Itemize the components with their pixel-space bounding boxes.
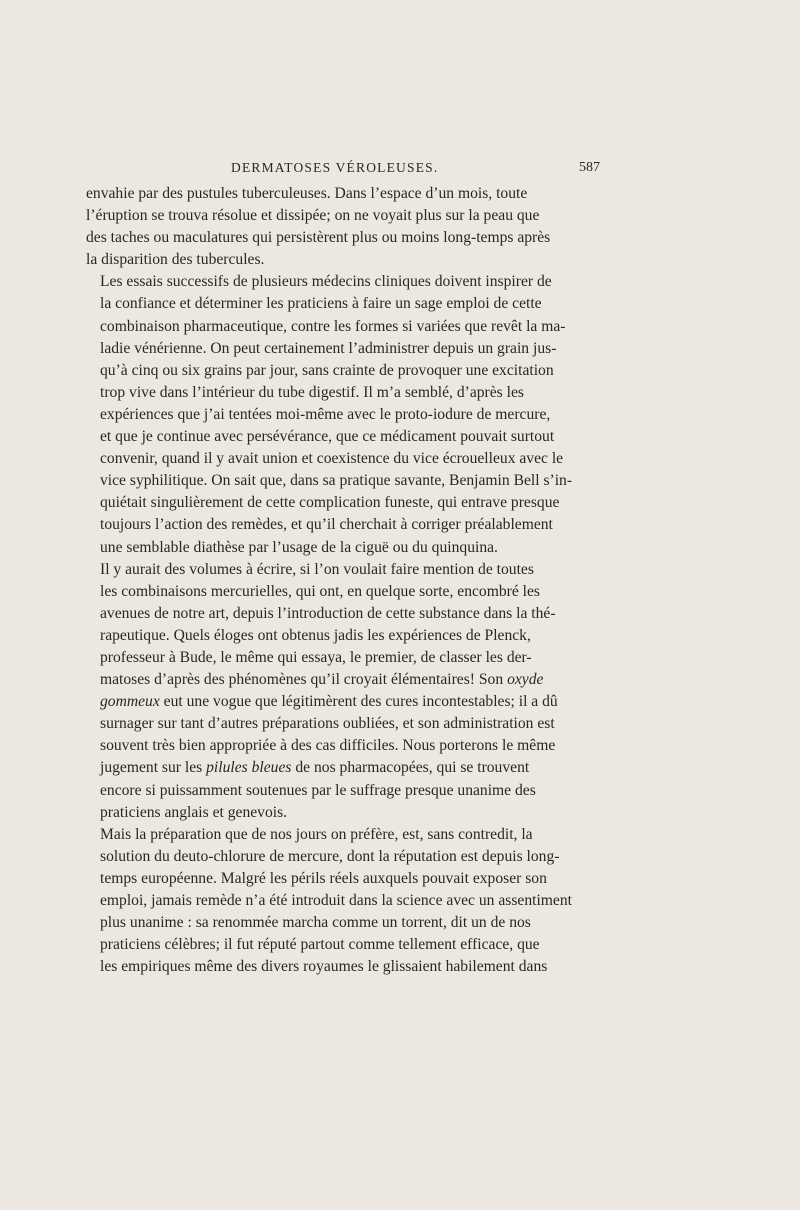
text-line: solution du deuto-chlorure de mercure, dont la réputation est depuis long- — [100, 847, 560, 865]
text-line: emploi, jamais remède n’a été introduit dans la science avec un assentiment — [100, 892, 572, 909]
italic-oxyde: oxyde — [507, 671, 544, 689]
italic-gommeux: gommeux — [100, 693, 160, 711]
text-line: Mais la préparation que de nos jours on préfère, est, sans contredit, la — [100, 825, 533, 843]
text-line: ladie vénérienne. On peut certainement l’administrer depuis un grain jus- — [100, 339, 557, 357]
text-line: professeur à Bude, le même qui essaya, le premier, de classer les der- — [100, 648, 532, 666]
text-line — [86, 691, 600, 713]
text-line: encore si puissamment soutenues par le suffrage presque unanime des — [100, 781, 536, 799]
page-body — [86, 183, 600, 978]
text-line — [86, 669, 600, 691]
text-line: quiétait singulièrement de cette complication funeste, qui entrave presque — [100, 494, 560, 512]
paragraph-2 — [86, 271, 600, 558]
text-line: la disparition des tubercules. — [86, 251, 265, 269]
text-line: envahie par des pustules tuberculeuses. Dans l’espace d’un mois, toute — [86, 185, 528, 202]
text-line: toujours l’action des remèdes, et qu’il cherchait à corriger préalablement — [100, 516, 553, 534]
text-line: surnager sur tant d’autres préparations oubliées, et son administration est — [100, 715, 555, 733]
text-line: Les essais successifs de plusieurs médecins cliniques doivent inspirer de — [100, 273, 552, 291]
text-line: les combinaisons mercurielles, qui ont, en quelque sorte, encombré les — [100, 582, 540, 600]
italic-pilules-bleues: pilules bleues — [206, 759, 292, 777]
text-line: qu’à cinq ou six grains par jour, sans crainte de provoquer une excitation — [100, 361, 554, 379]
text-line: praticiens anglais et genevois. — [100, 803, 288, 821]
text-segment: jugement sur les — [100, 759, 203, 777]
text-line: rapeutique. Quels éloges ont obtenus jadis les expériences de Plenck, — [100, 626, 531, 644]
text-line: souvent très bien appropriée à des cas difficiles. Nous porterons le même — [100, 737, 556, 755]
text-line: praticiens célèbres; il fut réputé partout comme tellement efficace, que — [100, 936, 540, 954]
text-line: une semblable diathèse par l’usage de la ciguë ou du quinquina. — [100, 538, 498, 556]
paragraph-3 — [86, 559, 600, 824]
text-line — [86, 757, 600, 779]
page-header — [86, 160, 600, 182]
text-line: convenir, quand il y avait union et coexistence du vice écrouelleux avec le — [100, 450, 564, 468]
text-line: la confiance et déterminer les praticiens à faire un sage emploi de cette — [100, 295, 542, 313]
text-line: expériences que j’ai tentées moi-même avec le proto-iodure de mercure, — [100, 405, 551, 423]
text-line: combinaison pharmaceutique, contre les formes si variées que revêt la ma- — [100, 317, 566, 335]
text-line: temps européenne. Malgré les périls réels auxquels pouvait exposer son — [100, 869, 547, 887]
paragraph-4 — [86, 824, 600, 979]
text-segment: matoses d’après des phénomènes qu’il croyait élémentaires! Son — [100, 671, 504, 689]
text-line: les empiriques même des divers royaumes le glissaient habilement dans — [100, 958, 548, 976]
text-line: plus unanime : sa renommée marcha comme un torrent, dit un de nos — [100, 914, 531, 932]
text-line: avenues de notre art, depuis l’introduction de cette substance dans la thé- — [100, 604, 556, 622]
text-line: vice syphilitique. On sait que, dans sa pratique savante, Benjamin Bell s’in- — [100, 472, 573, 490]
text-line: des taches ou maculatures qui persistèrent plus ou moins long-temps après — [86, 229, 551, 247]
text-line: et que je continue avec persévérance, que ce médicament pouvait surtout — [100, 428, 555, 446]
text-line: l’éruption se trouva résolue et dissipée; on ne voyait plus sur la peau que — [86, 207, 540, 225]
text-segment: eut une vogue que légitimèrent des cures incontestables; il a dû — [159, 693, 558, 711]
page-number: 587 — [579, 160, 600, 175]
paragraph-1 — [86, 183, 600, 271]
text-segment: de nos pharmacopées, qui se trouvent — [295, 759, 530, 777]
text-line: trop vive dans l’intérieur du tube digestif. Il m’a semblé, d’après les — [100, 383, 524, 401]
running-head: DERMATOSES VÉROLEUSES. — [231, 160, 439, 175]
text-line: Il y aurait des volumes à écrire, si l’on voulait faire mention de toutes — [100, 560, 534, 578]
